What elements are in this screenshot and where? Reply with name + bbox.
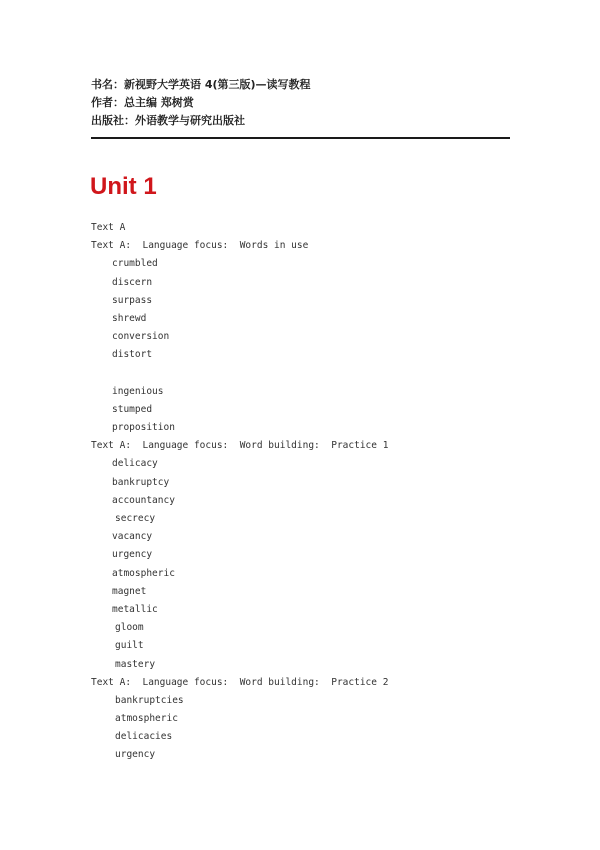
answer-word: crumbled xyxy=(112,258,158,270)
answer-word: atmospheric xyxy=(112,567,175,579)
answer-word: urgency xyxy=(115,749,156,761)
answer-word: distort xyxy=(112,349,153,361)
blank-line xyxy=(91,365,388,383)
answer-list xyxy=(91,219,388,765)
answer-word: secrecy xyxy=(115,513,156,524)
answer-word: metallic xyxy=(112,603,158,615)
answer-word: conversion xyxy=(112,331,170,343)
answer-word: magnet xyxy=(112,585,147,597)
section-heading: Text A: Language focus: Word building: Practice 2 xyxy=(91,676,389,688)
answer-word: atmospheric xyxy=(115,713,178,725)
answer-word: bankruptcies xyxy=(115,694,184,706)
answer-word: proposition xyxy=(112,422,175,434)
answer-word: delicacies xyxy=(115,731,173,743)
book-metadata xyxy=(91,76,311,130)
answer-word: urgency xyxy=(112,549,153,561)
answer-word: gloom xyxy=(115,622,144,634)
answer-word: ingenious xyxy=(112,385,164,397)
answer-word: shrewd xyxy=(112,312,147,324)
answer-word: delicacy xyxy=(112,458,158,470)
answer-word: mastery xyxy=(115,658,156,670)
answer-word: guilt xyxy=(115,640,144,652)
answer-word: discern xyxy=(112,276,153,288)
answer-word: accountancy xyxy=(112,494,175,506)
answer-word: surpass xyxy=(112,294,153,306)
section-heading: Text A: Language focus: Word building: Practice 1 xyxy=(91,440,389,452)
book-author-line: 作者：总主编 郑树赏 xyxy=(91,96,194,109)
unit-title: Unit 1 xyxy=(90,173,157,200)
book-title-line: 书名：新视野大学英语 4(第三版)—读写教程 xyxy=(91,78,311,91)
answer-word: vacancy xyxy=(112,531,153,543)
book-publisher-line: 出版社：外语教学与研究出版社 xyxy=(91,114,245,127)
header-divider xyxy=(91,137,510,139)
section-heading: Text A: Language focus: Words in use xyxy=(91,240,309,252)
answer-word: stumped xyxy=(112,403,153,415)
section-heading: Text A xyxy=(91,222,126,233)
answer-word: bankruptcy xyxy=(112,476,170,488)
